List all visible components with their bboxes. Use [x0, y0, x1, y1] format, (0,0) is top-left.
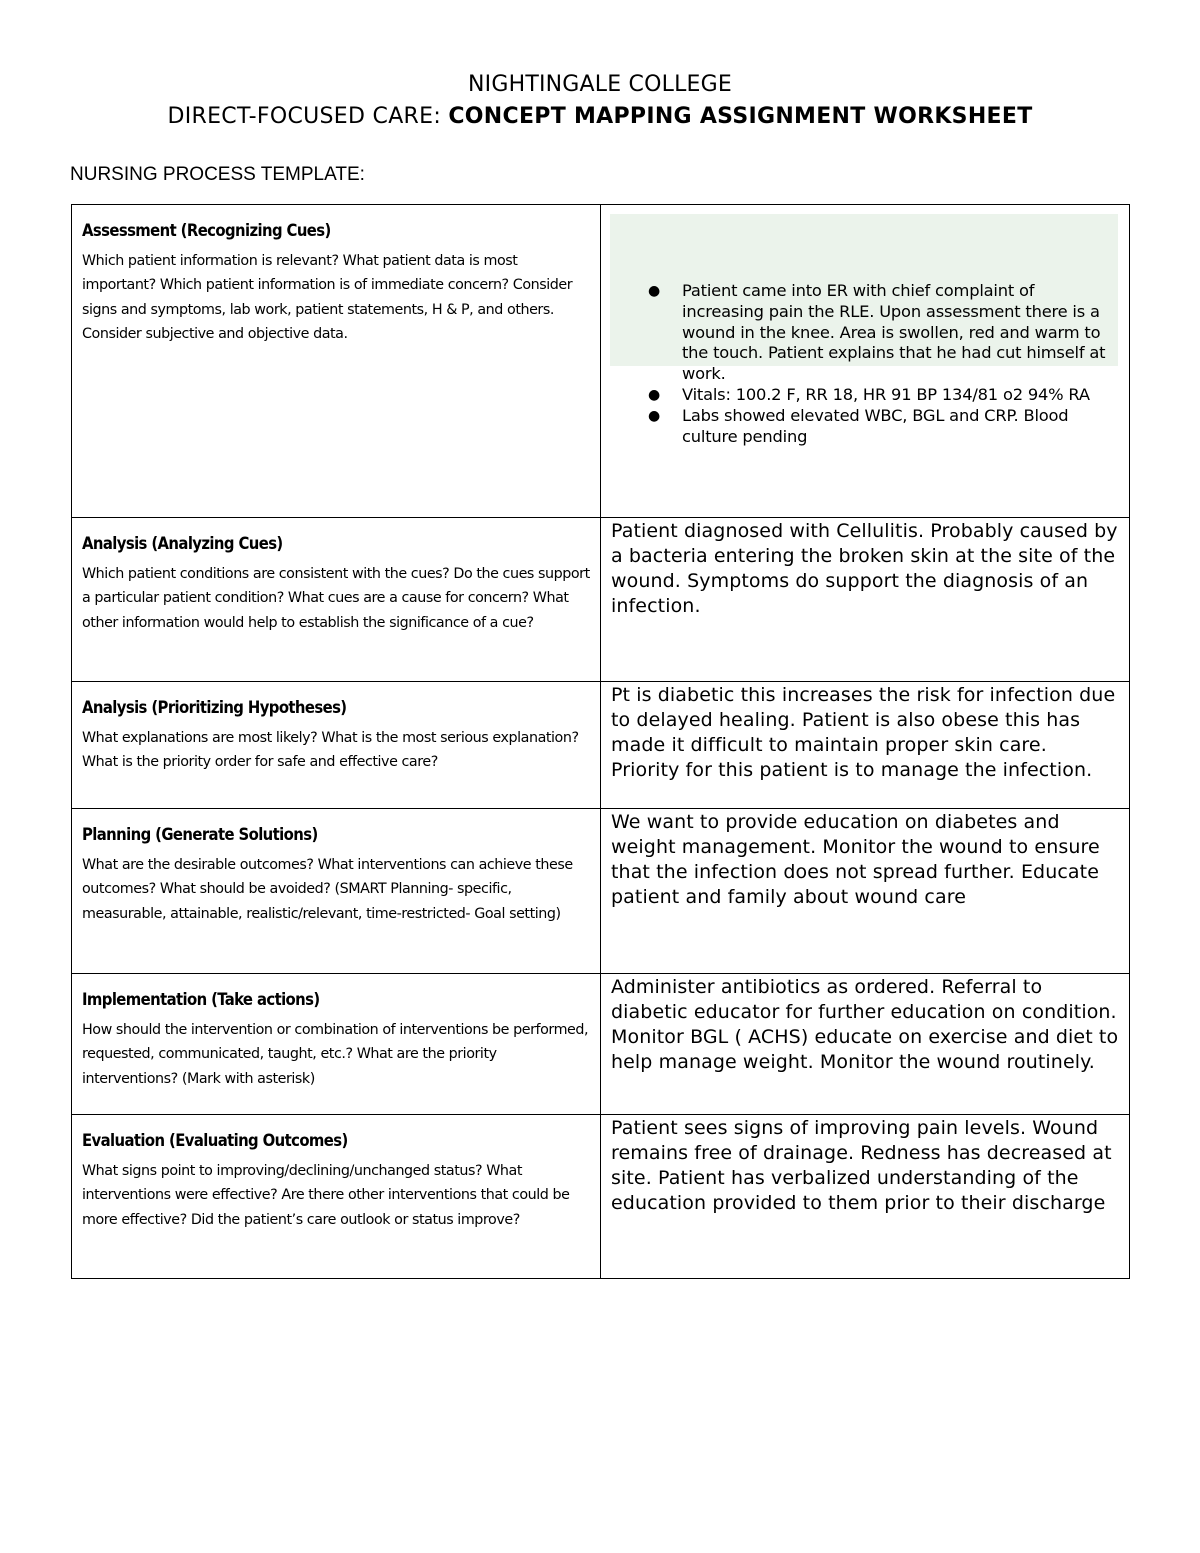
table-row [72, 682, 1130, 809]
row-prompt: Which patient conditions are consistent with the cues? Do the cues support a particular patient condition? What cues are a cause for concern? What other information would help to establish the significance of a cue? [82, 566, 590, 631]
bullet-icon: ● [648, 386, 661, 403]
answer-cell [601, 809, 1130, 974]
answer-text: Pt is diabetic this increases the risk for infection due to delayed healing. Patient is also obese this has made it difficult to maintain proper skin care. Priority for this patient is to manage the infection. [611, 684, 1116, 781]
question-cell [72, 518, 601, 682]
row-prompt: Which patient information is relevant? What patient data is most important? Which patient information is of immediate concern? Consider signs and symptoms, lab work, patient statements, H & P, and others. Consider subjective and objective data. [82, 253, 573, 343]
question-cell [72, 974, 601, 1115]
answer-cell [601, 974, 1130, 1115]
list-item [611, 385, 1119, 406]
answer-text: We want to provide education on diabetes and weight management. Monitor the wound to ensure that the infection does not spread further. Educate patient and family about wound care [611, 811, 1100, 908]
assessment-bullet-list [601, 205, 1129, 447]
question-cell [72, 205, 601, 518]
row-heading: Implementation (Take actions) [82, 990, 320, 1009]
bullet-icon: ● [648, 283, 661, 299]
row-prompt: How should the intervention or combination of interventions be performed, requested, communicated, taught, etc.? What are the priority interventions? (Mark with asterisk) [82, 1022, 589, 1087]
answer-text: Administer antibiotics as ordered. Referral to diabetic educator for further education on condition. Monitor BGL ( ACHS) educate on exercise and diet to help manage weight. Monitor the wound routinely. [611, 976, 1119, 1073]
answer-text: Patient diagnosed with Cellulitis. Probably caused by a bacteria entering the broken skin at the site of the wound. Symptoms do support the diagnosis of an infection. [611, 520, 1118, 617]
row-heading: Analysis (Analyzing Cues) [82, 534, 283, 553]
row-prompt: What are the desirable outcomes? What interventions can achieve these outcomes? What should be avoided? (SMART Planning- specific, measurable, attainable, realistic/relevant, time-restricted- Goal setting) [82, 857, 573, 922]
answer-cell [601, 518, 1130, 682]
row-heading: Planning (Generate Solutions) [82, 825, 318, 844]
row-heading: Assessment (Recognizing Cues) [82, 221, 331, 240]
question-cell [72, 682, 601, 809]
table-row [72, 518, 1130, 682]
bullet-text: Vitals: 100.2 F, RR 18, HR 91 BP 134/81 o2 94% RA [682, 384, 1090, 404]
table-row [72, 974, 1130, 1115]
worksheet-title [0, 102, 1200, 132]
bullet-text: Patient came into ER with chief complaint of increasing pain the RLE. Upon assessment there is a wound in the knee. Area is swollen, red and warm to the touch. Patient explains that he had cut himself at work. [682, 281, 1106, 384]
row-heading: Analysis (Prioritizing Hypotheses) [82, 698, 347, 717]
row-prompt: What explanations are most likely? What is the most serious explanation? What is the priority order for safe and effective care? [82, 730, 579, 771]
answer-text: Patient sees signs of improving pain levels. Wound remains free of drainage. Redness has decreased at site. Patient has verbalized understanding of the education provided to them prior to their discharge [611, 1117, 1112, 1214]
college-title: NIGHTINGALE COLLEGE [467, 72, 732, 97]
answer-cell [601, 682, 1130, 809]
question-cell [72, 1115, 601, 1279]
course-prefix: DIRECT-FOCUSED CARE: [167, 104, 442, 129]
assignment-title: CONCEPT MAPPING ASSIGNMENT WORKSHEET [448, 104, 1033, 129]
list-item [611, 281, 1119, 385]
list-item [611, 406, 1119, 448]
bullet-text: Labs showed elevated WBC, BGL and CRP. Blood culture pending [682, 405, 1069, 446]
table-row [72, 809, 1130, 974]
table-row [72, 1115, 1130, 1279]
answer-cell [601, 1115, 1130, 1279]
bullet-icon: ● [648, 407, 661, 424]
table-row [72, 205, 1130, 518]
answer-cell [601, 205, 1130, 518]
question-cell [72, 809, 601, 974]
template-label: NURSING PROCESS TEMPLATE: [70, 164, 365, 185]
row-heading: Evaluation (Evaluating Outcomes) [82, 1131, 348, 1150]
row-prompt: What signs point to improving/declining/unchanged status? What interventions were effective? Are there other interventions that could be more effective? Did the patient’s care outlook or status improve? [82, 1163, 570, 1228]
nursing-process-table [71, 204, 1130, 1279]
